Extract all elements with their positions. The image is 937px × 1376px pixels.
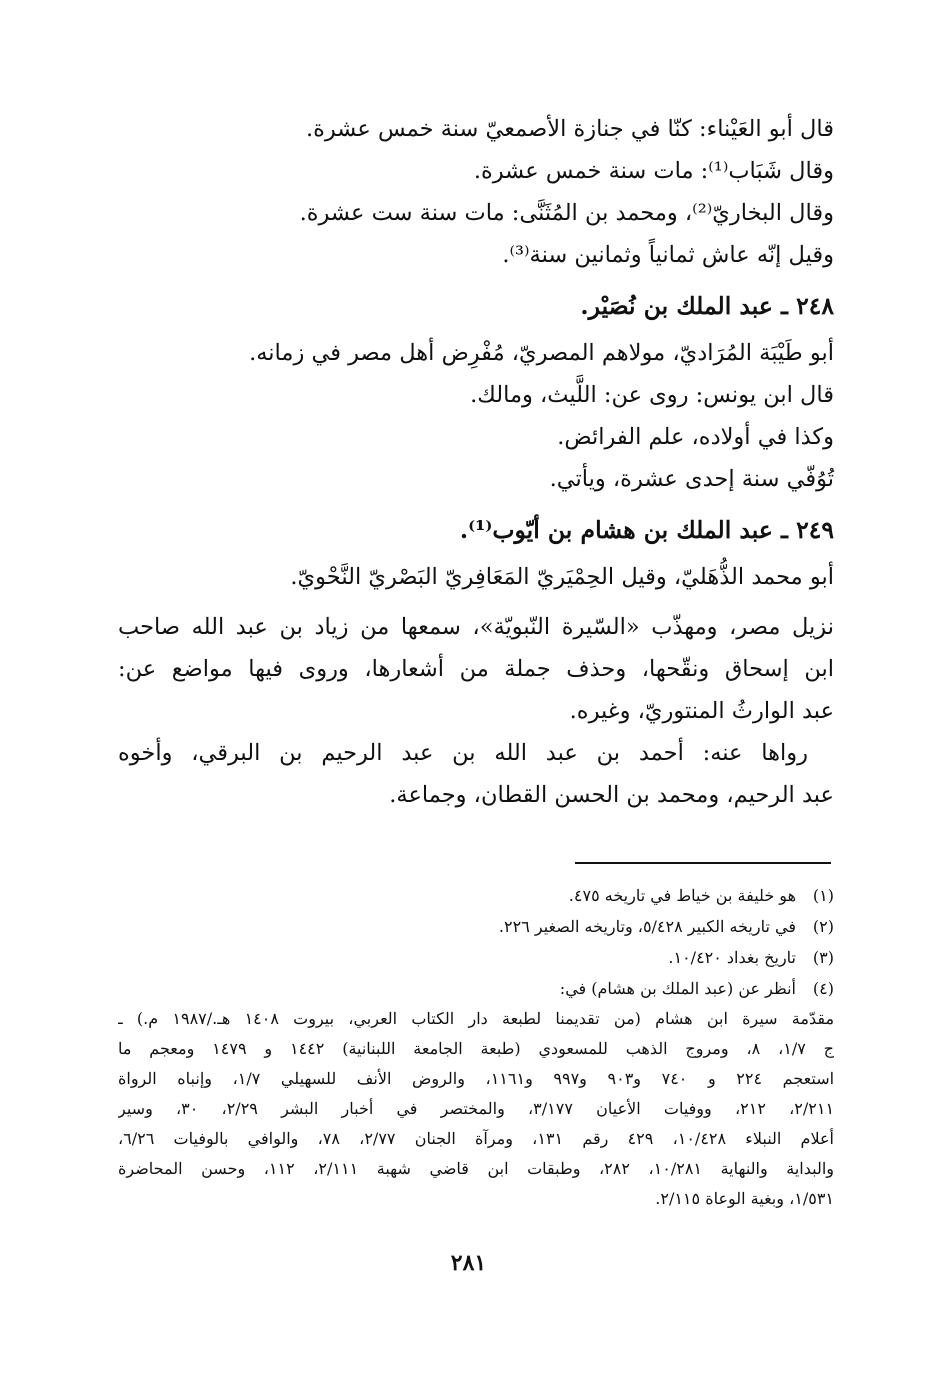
footnote-item: [118, 973, 834, 1004]
footnote-continuation: ج ١/٧، ٨، ومروج الذهب للمسعودي (طبعة الجامعة اللبنانية) ١٤٤٢ و ١٤٧٩ ومعجم ما: [118, 1039, 834, 1058]
footnote-item: [118, 880, 834, 911]
footnote-continuation: استعجم ٢٢٤ و ٧٤٠ و٩٠٣ و٩٩٧ و١١٦١، والروض الأنف للسهيلي ١/٧، وإنباه الرواة: [118, 1069, 834, 1088]
footnote-text: هو خليفة بن خياط في تاريخه ٤٧٥.: [568, 886, 796, 905]
footnote-continuation: أعلام النبلاء ١٠/٤٢٨، ٤٢٩ رقم ١٣١، ومرآة الجنان ٢/٧٧، ٧٨، والوافي بالوفيات ٦/٢٦،: [118, 1129, 834, 1148]
footnote-continuation: والبداية والنهاية ١٠/٢٨١، ٢٨٢، وطبقات ابن قاضي شهبة ٢/١١١، ١١٢، وحسن المحاضرة: [118, 1159, 834, 1178]
footnote-item: [118, 942, 834, 973]
footnote-separator: [575, 862, 831, 864]
text-line: تُوُفّي سنة إحدى عشرة، ويأتي.: [549, 466, 834, 492]
text-line: عبد الوارثُ المنتوريّ، وغيره.: [569, 698, 834, 724]
text-line: ابن إسحاق ونقّحها، وحذف جملة من أشعارها، وروى فيها مواضع عن:: [118, 656, 834, 682]
entry-heading-248: ٢٤٨ ـ عبد الملك بن نُصَيْر.: [580, 292, 834, 320]
footnote-text: تاريخ بغداد ١٠/٤٢٠.: [668, 948, 796, 967]
footnote-number: (٤): [812, 979, 834, 998]
footnote-continuation: ١/٥٣١، وبغية الوعاة ٢/١١٥.: [655, 1189, 834, 1208]
text-line: وقال البخاريّ⁽²⁾، ومحمد بن المُثَنَّى: مات سنة ست عشرة.: [299, 200, 834, 226]
text-line: قال أبو العَيْناء: كنّا في جنازة الأصمعيّ سنة خمس عشرة.: [305, 116, 834, 142]
text-line: وقال شَبَاب⁽¹⁾: مات سنة خمس عشرة.: [473, 158, 834, 184]
text-line: رواها عنه: أحمد بن عبد الله بن عبد الرحيم بن البرقي، وأخوه: [118, 740, 808, 766]
lineage-line: أبو محمد الذُّهَليّ، وقيل الحِمْيَريّ المَعَافِريّ البَصْريّ النَّحْويّ.: [290, 564, 834, 590]
footnote-continuation: ٢/٢١١، ٢١٢، ووفيات الأعيان ٣/١٧٧، والمختصر في أخبار البشر ٢/٢٩، ٣٠، وسير: [118, 1099, 834, 1118]
footnote-text: أنظر عن (عبد الملك بن هشام) في:: [559, 979, 796, 998]
main-text: [118, 108, 834, 816]
footnotes: [118, 880, 834, 1214]
page-number: ٢٨١: [450, 1250, 487, 1276]
footnote-item: [118, 911, 834, 942]
text-line: عبد الرحيم، ومحمد بن الحسن القطان، وجماعة.: [389, 782, 834, 808]
text-line: وقيل إنّه عاش ثمانياً وثمانين سنة⁽³⁾.: [502, 242, 834, 268]
footnote-text: في تاريخه الكبير ٥/٤٢٨، وتاريخه الصغير ٢٢٦.: [498, 917, 796, 936]
entry-heading-249: ٢٤٩ ـ عبد الملك بن هشام بن أيّوب⁽¹⁾.: [459, 516, 834, 544]
text-line: قال ابن يونس: روى عن: اللَّيث، ومالك.: [470, 382, 834, 408]
footnote-continuation: مقدّمة سيرة ابن هشام (من تقديمنا لطبعة دار الكتاب العربي، بيروت ١٤٠٨ هـ./١٩٨٧ م.) ـ: [118, 1009, 834, 1028]
footnote-number: (١): [812, 886, 834, 905]
text-line: أبو طَيْبَة المُرَاديّ، مولاهم المصريّ، مُفْرِض أهل مصر في زمانه.: [249, 340, 834, 366]
text-line: وكذا في أولاده، علم الفرائض.: [557, 424, 834, 450]
footnote-number: (٢): [812, 917, 834, 936]
text-line: نزيل مصر، ومهذّب «السّيرة النّبويّة»، سمعها من زياد بن عبد الله صاحب: [118, 614, 834, 640]
footnote-number: (٣): [812, 948, 834, 967]
